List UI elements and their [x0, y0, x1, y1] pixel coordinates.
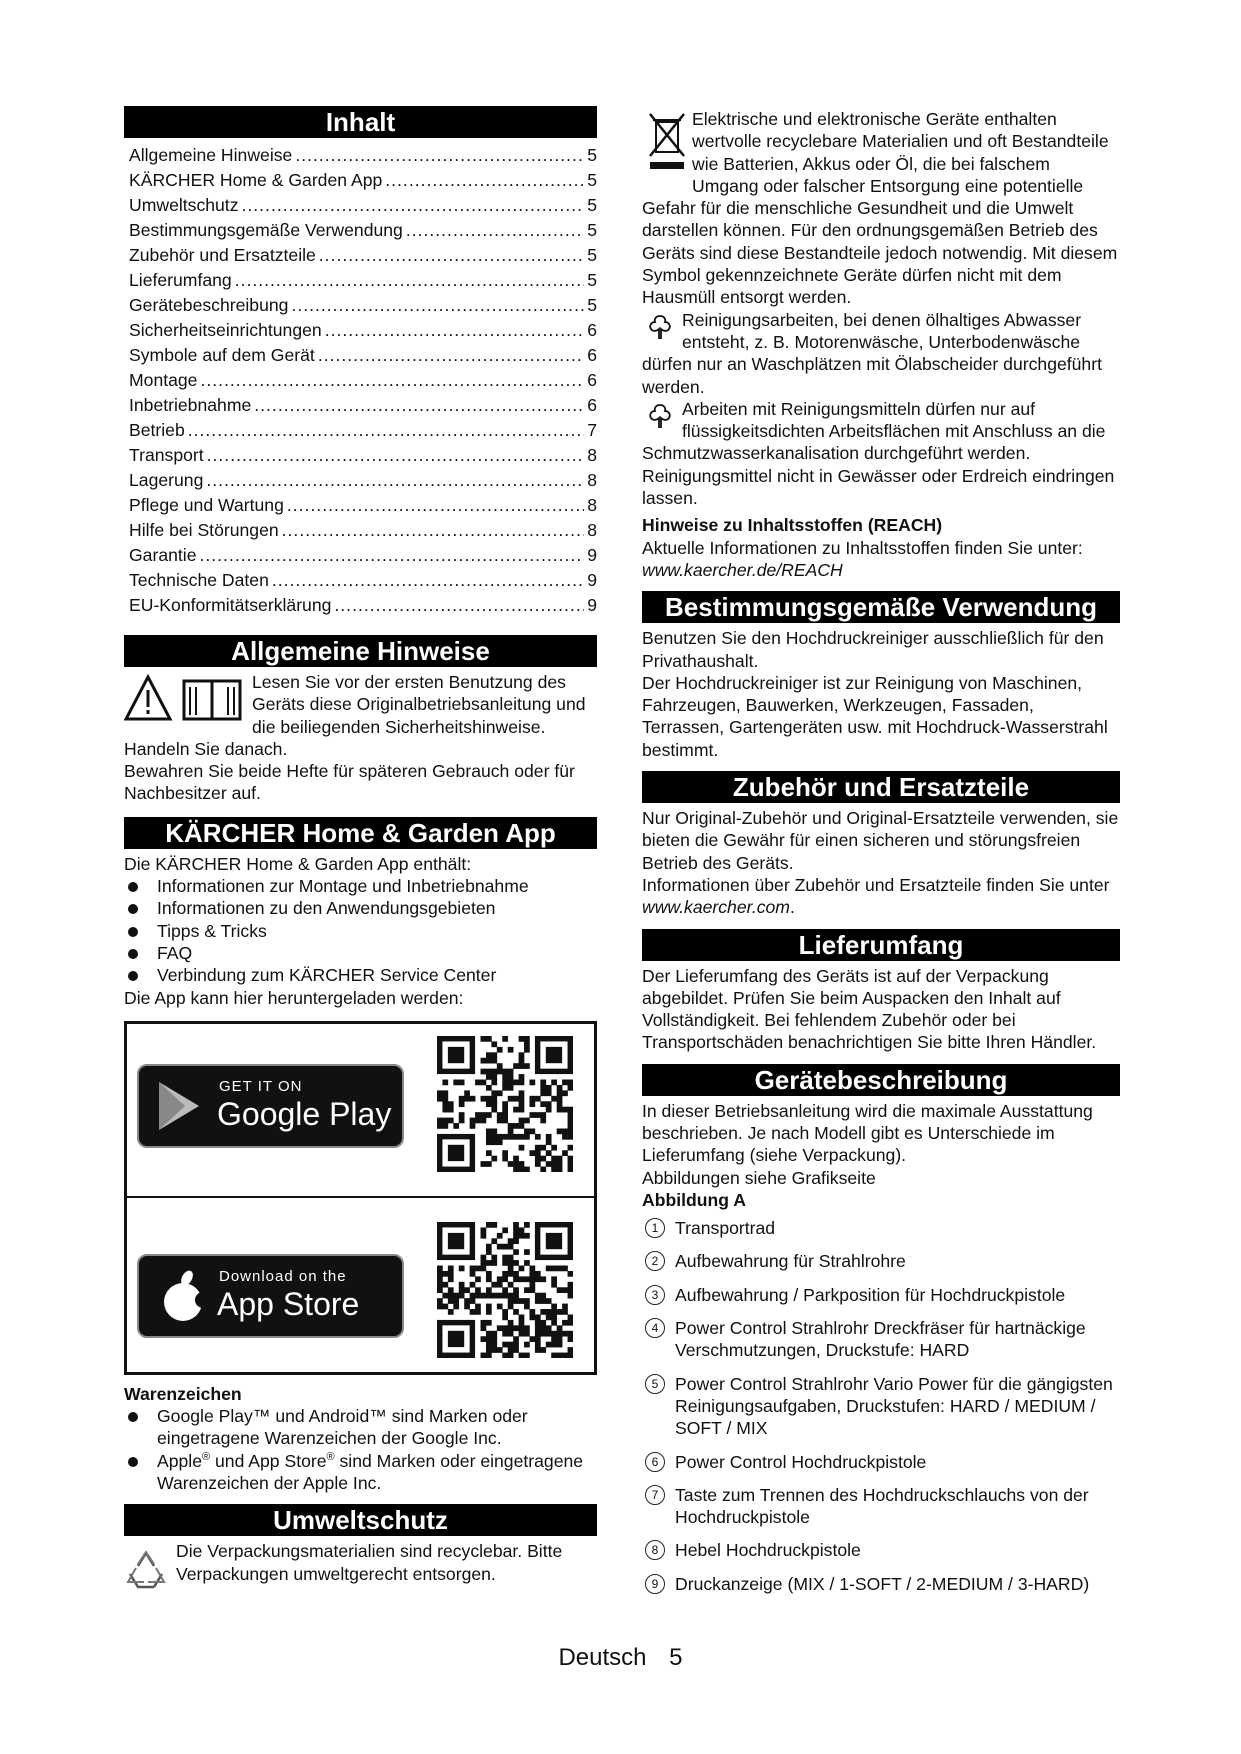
toc-entry-page: 6 [587, 370, 597, 390]
list-item: FAQ [124, 942, 597, 964]
right-column [642, 108, 1120, 1606]
toc-entry[interactable] [129, 468, 597, 493]
bestimmung-text-1: Benutzen Sie den Hochdruckreiniger ausschließlich für den Privathaushalt. [642, 628, 1104, 671]
legend-number: 7 [645, 1485, 665, 1505]
oil-water-block [642, 309, 1120, 398]
toc-entry-page: 5 [587, 220, 597, 240]
app-feature-list [124, 875, 597, 986]
legend-text: Transportrad [675, 1218, 776, 1239]
toc-leader-dots [291, 293, 584, 318]
toc-entry-label: Lagerung [129, 470, 204, 490]
legend-text: Taste zum Trennen des Hochdruckschlauchs von der Hochdruckpistole [675, 1484, 1089, 1528]
toc-heading: Inhalt [124, 106, 597, 138]
geraet-heading: Gerätebeschreibung [642, 1064, 1120, 1096]
toc-entry-page: 5 [587, 295, 597, 315]
reach-text: Aktuelle Informationen zu Inhaltsstoffen finden Sie unter: www.kaercher.de/REACH [642, 537, 1083, 580]
legend-item [642, 1539, 1120, 1561]
app-store-big-text: App Store [217, 1285, 360, 1322]
footer-page-number: 5 [669, 1644, 683, 1671]
toc-entry-label: Sicherheitseinrichtungen [129, 320, 322, 340]
toc-entry-label: Bestimmungsgemäße Verwendung [129, 220, 403, 240]
toc-entry[interactable] [129, 318, 597, 343]
apple-icon [161, 1270, 205, 1327]
geraet-text-2: Abbildungen siehe Grafikseite [642, 1167, 876, 1188]
app-heading: KÄRCHER Home & Garden App [124, 817, 597, 849]
manual-icon [184, 681, 240, 719]
toc-entry-label: Montage [129, 370, 198, 390]
legend-number: 9 [645, 1574, 665, 1594]
toc-entry-page: 9 [587, 570, 597, 590]
toc-entry-page: 6 [587, 320, 597, 340]
toc-entry[interactable] [129, 593, 597, 618]
warning-icon [124, 673, 244, 728]
toc-entry-page: 8 [587, 495, 597, 515]
toc-leader-dots [207, 443, 585, 468]
reach-title: Hinweise zu Inhaltsstoffen (REACH) [642, 515, 943, 536]
google-play-big-text: Google Play [217, 1095, 392, 1132]
component-legend [642, 1217, 1120, 1595]
list-item: Google Play™ und Android™ sind Marken oder eingetragene Warenzeichen der Google Inc. [124, 1405, 597, 1450]
zubehoer-heading: Zubehör und Ersatzteile [642, 771, 1120, 803]
weee-bin-icon [648, 110, 686, 179]
left-column [124, 106, 597, 1595]
toc-entry-label: Symbole auf dem Gerät [129, 345, 315, 365]
toc-leader-dots [406, 218, 584, 243]
toc-leader-dots [254, 393, 584, 418]
toc-entry[interactable] [129, 268, 597, 293]
legend-text: Aufbewahrung für Strahlrohre [675, 1251, 906, 1272]
legend-number: 5 [645, 1374, 665, 1394]
umwelt-text-3: Reinigungsarbeiten, bei denen ölhaltiges Abwasser entsteht, z. B. Motorenwäsche, Unterbodenwäsche dürfen nur an Waschplätzen mit Ölabscheider durchgeführt werden. [642, 309, 1102, 397]
toc-entry[interactable] [129, 368, 597, 393]
toc-entry[interactable] [129, 543, 597, 568]
water-protection-icon [646, 313, 674, 346]
toc-entry-label: Inbetriebnahme [129, 395, 252, 415]
bestimmung-text-2: Der Hochdruckreiniger ist zur Reinigung von Maschinen, Fahrzeugen, Bauwerken, Werkzeugen, Fassaden, Terrassen, Gartengeräten usw. mit Hochdruck-Wasserstrahl bestimmt. [642, 672, 1108, 760]
toc-entry[interactable] [129, 143, 597, 168]
legend-text: Aufbewahrung / Parkposition für Hochdruckpistole [675, 1284, 1066, 1305]
toc-entry[interactable] [129, 493, 597, 518]
umwelt-heading: Umweltschutz [124, 1504, 597, 1536]
umwelt-text-2: Elektrische und elektronische Geräte enthalten wertvolle recyclebare Materialien und oft Bestandteile wie Batterien, Akkus oder Öl, die bei falschem Umgang oder falscher Entsorgung eine potentielle Gefahr für die menschliche Gesundheit und die Umwelt darstellen können. Für den ordnungsgemäßen Betrieb des Geräts sind diese Bestandteile jedoch notwendig. Mit diesem Symbol gekennzeichnete Geräte dürfen nicht mit dem Hausmüll entsorgt werden. [642, 109, 1118, 308]
toc-leader-dots [334, 593, 584, 618]
toc-leader-dots [318, 343, 584, 368]
toc-entry[interactable] [129, 243, 597, 268]
toc-leader-dots [295, 143, 584, 168]
footer-language: Deutsch [558, 1644, 647, 1671]
legend-number: 3 [645, 1285, 665, 1305]
toc-entry-label: Gerätebeschreibung [129, 295, 289, 315]
toc-entry-label: KÄRCHER Home & Garden App [129, 170, 383, 190]
legend-number: 8 [645, 1540, 665, 1560]
bestimmung-heading: Bestimmungsgemäße Verwendung [642, 591, 1120, 623]
toc-leader-dots [325, 318, 585, 343]
toc-entry-label: Zubehör und Ersatzteile [129, 245, 316, 265]
toc-entry-page: 5 [587, 270, 597, 290]
toc-entry[interactable] [129, 168, 597, 193]
qr-code-icon [437, 1036, 573, 1172]
toc-leader-dots [188, 418, 584, 443]
toc-entry-label: EU-Konformitätserklärung [129, 595, 332, 615]
toc-leader-dots [200, 368, 584, 393]
toc-entry-page: 8 [587, 445, 597, 465]
toc-entry-page: 6 [587, 395, 597, 415]
geraet-text-1: In dieser Betriebsanleitung wird die maximale Ausstattung beschrieben. Je nach Modell gibt es Unterschiede im Lieferumfang (siehe Verpackung). [642, 1100, 1093, 1166]
toc-entry-page: 5 [587, 195, 597, 215]
toc-entry-label: Technische Daten [129, 570, 269, 590]
legend-text: Power Control Hochdruckpistole [675, 1451, 927, 1472]
divider [127, 1196, 594, 1198]
legend-item [642, 1373, 1120, 1440]
toc-leader-dots [235, 268, 585, 293]
zubehoer-text-2: Informationen über Zubehör und Ersatzteile finden Sie unter www.kaercher.com. [642, 874, 1110, 918]
toc-entry[interactable] [129, 418, 597, 443]
table-of-contents [129, 143, 597, 618]
toc-entry[interactable] [129, 568, 597, 593]
allgemeine-heading: Allgemeine Hinweise [124, 635, 597, 667]
toc-leader-dots [282, 518, 585, 543]
app-store-small-text: Download on the [219, 1267, 347, 1285]
list-item: Tipps & Tricks [124, 920, 597, 942]
legend-number: 1 [645, 1218, 665, 1238]
warenzeichen-list [124, 1405, 597, 1494]
toc-leader-dots [199, 543, 584, 568]
toc-leader-dots [287, 493, 584, 518]
qr-code-icon [437, 1222, 573, 1358]
page-footer [0, 1644, 1241, 1672]
toc-entry[interactable] [129, 343, 597, 368]
toc-entry-label: Pflege und Wartung [129, 495, 284, 515]
google-play-button[interactable] [137, 1064, 404, 1148]
toc-entry[interactable] [129, 518, 597, 543]
umwelt-section [124, 1540, 597, 1585]
toc-entry-page: 5 [587, 170, 597, 190]
app-intro: Die KÄRCHER Home & Garden App enthält: [124, 853, 472, 874]
water-protection-icon [646, 402, 674, 435]
allgemeine-text-1: Lesen Sie vor der ersten Benutzung des Geräts diese Originalbetriebsanleitung und die beiliegenden Sicherheitshinweise. Handeln Sie danach. [124, 672, 586, 759]
list-item: Informationen zu den Anwendungsgebieten [124, 897, 597, 919]
warenzeichen-title: Warenzeichen [124, 1383, 242, 1404]
toc-leader-dots [206, 468, 584, 493]
toc-entry-label: Garantie [129, 545, 197, 565]
umwelt-text-4: Arbeiten mit Reinigungsmitteln dürfen nur auf flüssigkeitsdichten Arbeitsflächen mit Anschluss an die Schmutzwasserkanalisation durchgeführt werden. Reinigungsmittel nicht in Gewässer oder Erdreich eindringen lassen. [642, 398, 1115, 509]
kaercher-link[interactable]: www.kaercher.com [642, 897, 790, 918]
toc-leader-dots [272, 568, 584, 593]
zubehoer-text-1: Nur Original-Zubehör und Original-Ersatzteile verwenden, sie bieten die Gewähr für einen sicheren und störungsfreien Betrieb des Geräts. [642, 808, 1119, 873]
legend-item [642, 1573, 1120, 1595]
allgemeine-text-2: Bewahren Sie beide Hefte für späteren Gebrauch oder für Nachbesitzer auf. [124, 761, 575, 804]
umwelt-text-1: Die Verpackungsmaterialien sind recyclebar. Bitte Verpackungen umweltgerecht entsorgen. [176, 1541, 563, 1584]
list-item: Informationen zur Montage und Inbetriebnahme [124, 875, 597, 897]
app-download-text: Die App kann hier heruntergeladen werden: [124, 987, 464, 1008]
toc-leader-dots [385, 168, 584, 193]
allgemeine-section [124, 671, 597, 805]
detergent-block [642, 398, 1120, 509]
reach-link[interactable]: www.kaercher.de/REACH [642, 559, 843, 580]
toc-entry-page: 8 [587, 520, 597, 540]
legend-item [642, 1284, 1120, 1306]
legend-item [642, 1484, 1120, 1529]
figure-title: Abbildung A [642, 1189, 746, 1210]
weee-block [642, 108, 1120, 309]
toc-entry-label: Umweltschutz [129, 195, 239, 215]
liefer-text: Der Lieferumfang des Geräts ist auf der Verpackung abgebildet. Prüfen Sie beim Auspacken den Inhalt auf Vollständigkeit. Bei fehlendem Zubehör oder bei Transportschäden benachrichtigen Sie bitte Ihren Händler. [642, 965, 1097, 1053]
app-download-box [124, 1021, 597, 1375]
legend-text: Druckanzeige (MIX / 1-SOFT / 2-MEDIUM / 3-HARD) [675, 1573, 1090, 1594]
toc-entry-label: Betrieb [129, 420, 185, 440]
toc-entry-page: 5 [587, 145, 597, 165]
toc-entry[interactable] [129, 293, 597, 318]
toc-entry-label: Hilfe bei Störungen [129, 520, 279, 540]
toc-entry-label: Transport [129, 445, 204, 465]
list-item: Verbindung zum KÄRCHER Service Center [124, 964, 597, 986]
toc-entry[interactable] [129, 443, 597, 468]
toc-entry-label: Allgemeine Hinweise [129, 145, 293, 165]
toc-entry-page: 9 [587, 545, 597, 565]
legend-number: 4 [645, 1318, 665, 1338]
toc-entry-page: 5 [587, 245, 597, 265]
legend-text: Power Control Strahlrohr Vario Power für die gängigsten Reinigungsaufgaben, Druckstufen: HARD / MEDIUM / SOFT / MIX [675, 1373, 1113, 1439]
toc-entry[interactable] [129, 193, 597, 218]
toc-entry-page: 7 [587, 420, 597, 440]
app-store-button[interactable] [137, 1254, 404, 1338]
toc-entry[interactable] [129, 218, 597, 243]
toc-entry-label: Lieferumfang [129, 270, 232, 290]
toc-leader-dots [319, 243, 584, 268]
legend-text: Hebel Hochdruckpistole [675, 1540, 861, 1561]
google-play-icon [155, 1080, 203, 1137]
toc-entry-page: 8 [587, 470, 597, 490]
legend-item [642, 1250, 1120, 1272]
toc-leader-dots [242, 193, 585, 218]
list-item: Apple® und App Store® sind Marken oder eingetragene Warenzeichen der Apple Inc. [124, 1450, 597, 1495]
legend-item [642, 1451, 1120, 1473]
google-play-small-text: GET IT ON [219, 1077, 303, 1095]
legend-item [642, 1217, 1120, 1239]
legend-item [642, 1317, 1120, 1362]
recycle-icon [124, 1550, 168, 1595]
toc-entry[interactable] [129, 393, 597, 418]
toc-entry-page: 6 [587, 345, 597, 365]
legend-number: 2 [645, 1251, 665, 1271]
legend-text: Power Control Strahlrohr Dreckfräser für hartnäckige Verschmutzungen, Druckstufe: HARD [675, 1318, 1086, 1361]
legend-number: 6 [645, 1452, 665, 1472]
toc-entry-page: 9 [587, 595, 597, 615]
liefer-heading: Lieferumfang [642, 929, 1120, 961]
